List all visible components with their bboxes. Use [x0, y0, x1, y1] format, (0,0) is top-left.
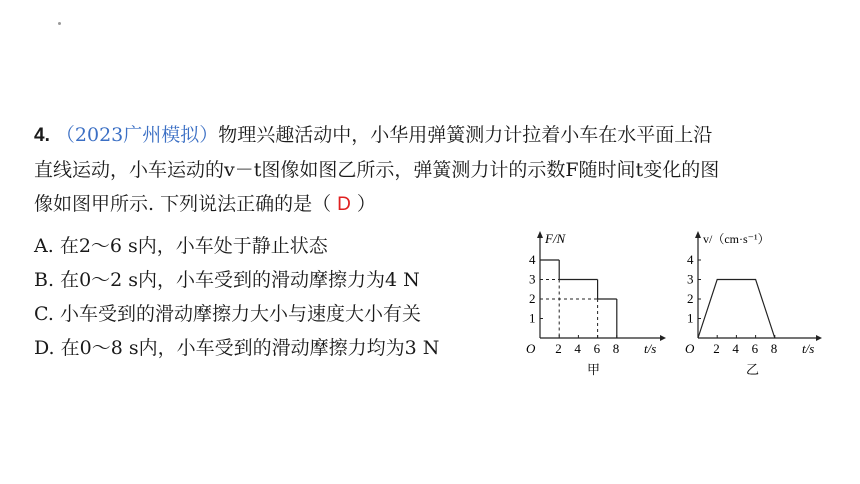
option-c-label: C.: [34, 303, 54, 325]
jia-xtick-label: 4: [574, 341, 581, 356]
yi-xtick-label: 6: [751, 341, 759, 356]
yi-xtick-label: 8: [770, 341, 778, 356]
jia-ytick-label: 3: [529, 271, 536, 287]
option-a[interactable]: [34, 229, 514, 263]
yi-origin: O: [685, 341, 695, 356]
jia-ytick-label: 2: [529, 291, 536, 306]
option-d-text: 在0～8 s内，小车受到的滑动摩擦力均为3 N: [60, 337, 440, 359]
figure-yi: [685, 226, 838, 390]
options-list: [34, 229, 514, 365]
option-c[interactable]: [34, 297, 514, 331]
yi-ytick-label: 1: [687, 310, 694, 326]
yi-ylabel: v/（cm·s⁻¹）: [703, 232, 770, 246]
jia-caption: 甲: [587, 362, 601, 377]
option-d[interactable]: [34, 331, 514, 365]
jia-ytick-label: 1: [529, 310, 536, 326]
jia-origin: O: [526, 341, 536, 356]
figure-jia: [520, 226, 670, 390]
yi-xtick-label: 2: [713, 341, 720, 356]
decorative-dot: [58, 22, 61, 25]
yi-ytick-label: 3: [687, 271, 694, 287]
option-b-text: 在0～2 s内，小车受到的滑动摩擦力为4 N: [60, 269, 420, 291]
question-source: （2023广州模拟）: [55, 124, 219, 146]
yi-caption: 乙: [746, 362, 760, 377]
option-b-label: B.: [34, 269, 55, 291]
jia-ytick-label: 4: [529, 252, 536, 267]
jia-y-arrow: [537, 231, 543, 238]
option-b[interactable]: [34, 263, 514, 297]
figure-yi-svg: [685, 226, 838, 386]
figure-jia-svg: [520, 226, 670, 386]
yi-ytick-label: 2: [687, 291, 694, 306]
answer-letter: D: [337, 194, 351, 215]
yi-xlabel: t/s: [802, 341, 815, 356]
yi-xtick-label: 4: [732, 341, 739, 356]
jia-xlabel: t/s: [644, 341, 657, 356]
option-a-text: 在2～6 s内，小车处于静止状态: [59, 235, 328, 257]
option-d-label: D.: [34, 337, 55, 359]
option-a-label: A.: [34, 235, 54, 257]
yi-y-arrow: [695, 231, 701, 238]
jia-x-arrow: [660, 335, 666, 341]
question-line1: 物理兴趣活动中，小华用弹簧测力计拉着小车在水平面上沿: [218, 124, 713, 146]
jia-xtick-label: 8: [612, 341, 620, 356]
question-line3: 像如图甲所示. 下列说法正确的是（: [34, 193, 332, 215]
jia-ylabel: F/N: [545, 231, 566, 246]
question-line2: 直线运动，小车运动的v－t图像如图乙所示，弹簧测力计的示数F随时间t变化的图: [34, 159, 720, 181]
yi-ytick-label: 4: [687, 252, 694, 267]
question-number: 4.: [34, 125, 50, 146]
jia-xtick-label: 6: [593, 341, 601, 356]
yi-velocity-line: [698, 280, 775, 339]
question-line3-end: ）: [356, 193, 376, 215]
yi-x-arrow: [816, 335, 822, 341]
jia-xtick-label: 2: [555, 341, 562, 356]
option-c-text: 小车受到的滑动摩擦力大小与速度大小有关: [59, 303, 421, 325]
question-stem: [34, 118, 834, 222]
